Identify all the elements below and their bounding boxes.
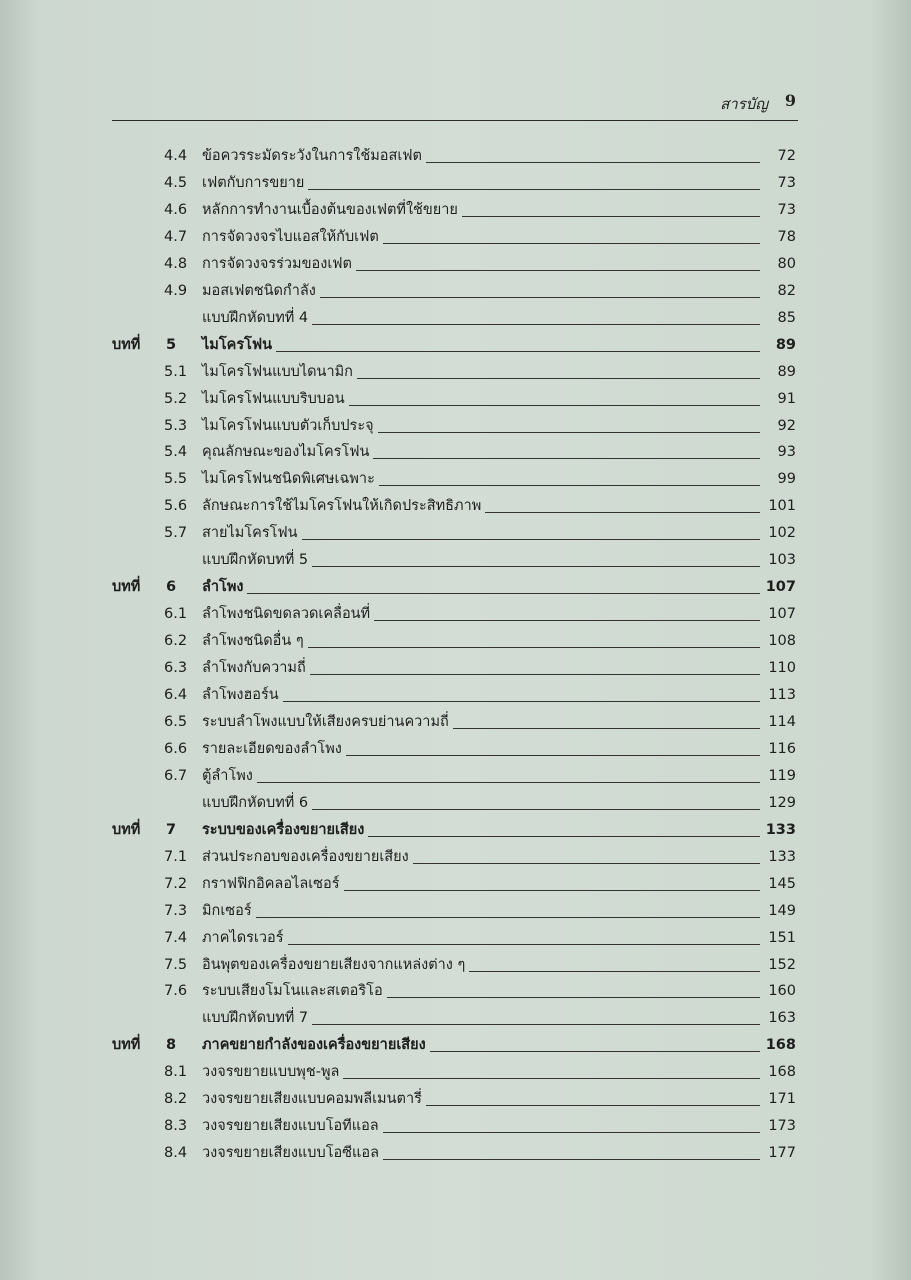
leader-line [312, 1024, 760, 1025]
chapter-number: 7 [166, 821, 177, 838]
toc-section-row [112, 737, 798, 761]
leader-line [283, 701, 760, 702]
chapter-number: 6 [166, 579, 177, 596]
section-number: 5.7 [164, 525, 188, 542]
section-number: 5.2 [164, 390, 188, 407]
toc-section-row [112, 656, 798, 680]
toc-section-row [112, 845, 798, 869]
toc-chapter-row [112, 575, 798, 599]
toc-section-row [112, 494, 798, 518]
section-title: แบบฝึกหัดบทที่ 7 [202, 1010, 309, 1027]
leader-line [276, 351, 760, 352]
section-title: ลำโพงชนิดอื่น ๆ [202, 633, 304, 650]
chapter-title: ระบบของเครื่องขยายเสียง [202, 821, 365, 838]
section-number: 4.5 [164, 174, 188, 191]
section-title: ระบบลำโพงแบบให้เสียงครบย่านความถี่ [202, 713, 449, 730]
section-number: 5.1 [164, 363, 188, 380]
section-title: มิกเซอร์ [202, 902, 252, 919]
section-title: วงจรขยายเสียงแบบโอทีแอล [202, 1118, 379, 1135]
leader-line [426, 162, 760, 163]
page-number: 113 [768, 687, 796, 703]
toc-section-row [112, 414, 798, 438]
leader-line [349, 405, 760, 406]
page-number: 133 [768, 848, 796, 865]
header-title: สารบัญ [720, 95, 768, 113]
page-number: 119 [768, 767, 796, 784]
toc-section-row [112, 710, 798, 734]
page-number: 85 [777, 309, 796, 326]
toc-exercise-row [112, 306, 798, 330]
section-title: วงจรขยายแบบพุช-พูล [202, 1064, 340, 1081]
leader-line [387, 997, 760, 998]
leader-line [257, 782, 760, 783]
page-number: 73 [777, 174, 796, 191]
section-title: ไมโครโฟนชนิดพิเศษเฉพาะ [202, 471, 375, 488]
header-page-number: 9 [784, 91, 796, 110]
page-number: 102 [768, 525, 796, 542]
section-title: มอสเฟตชนิดกำลัง [202, 282, 316, 299]
chapter-word: บทที่ [112, 1037, 141, 1054]
leader-line [312, 324, 760, 325]
toc-section-row [112, 602, 798, 626]
section-number: 6.6 [164, 740, 188, 757]
leader-line [288, 944, 760, 945]
section-title: กราฟฟิกอิคลอไลเซอร์ [202, 875, 340, 892]
toc-chapter-row [112, 333, 798, 357]
section-title: รายละเอียดของลำโพง [202, 740, 342, 757]
section-number: 4.9 [164, 282, 188, 299]
page-number: 173 [768, 1118, 796, 1135]
section-number: 7.3 [164, 902, 188, 919]
section-number: 5.3 [164, 417, 188, 434]
chapter-title: ไมโครโฟน [202, 336, 273, 353]
leader-line [312, 566, 760, 567]
toc-section-row [112, 1114, 798, 1138]
toc-section-row [112, 171, 798, 195]
toc-section-row [112, 521, 798, 545]
toc-section-row [112, 979, 798, 1003]
page-number: 92 [777, 417, 796, 434]
section-number: 8.3 [164, 1118, 188, 1135]
section-number: 6.3 [164, 660, 188, 677]
section-number: 5.4 [164, 444, 188, 461]
toc-section-row [112, 953, 798, 977]
toc-section-row [112, 198, 798, 222]
page-number: 149 [768, 902, 796, 919]
leader-line [343, 1078, 760, 1079]
leader-line [312, 809, 760, 810]
page-number: 73 [777, 201, 796, 218]
leader-line [346, 755, 760, 756]
section-title: สายไมโครโฟน [202, 525, 298, 542]
section-number: 5.5 [164, 471, 188, 488]
page-number: 99 [777, 471, 796, 488]
toc-section-row [112, 360, 798, 384]
section-number: 7.4 [164, 929, 188, 946]
toc-section-row [112, 872, 798, 896]
toc-section-row [112, 1141, 798, 1165]
section-number: 6.1 [164, 606, 188, 623]
leader-line [378, 432, 760, 433]
section-number: 8.2 [164, 1091, 188, 1108]
page-number: 72 [777, 148, 796, 164]
section-title: เฟตกับการขยาย [202, 174, 305, 191]
leader-line [356, 270, 760, 271]
section-title: ไมโครโฟนแบบริบบอน [202, 390, 345, 407]
section-number: 7.5 [164, 956, 188, 973]
page-header [112, 92, 798, 121]
leader-line [308, 189, 760, 190]
leader-line [383, 243, 760, 244]
section-title: ไมโครโฟนแบบไดนามิก [202, 363, 353, 380]
page-number: 80 [777, 255, 796, 272]
page-number: 151 [768, 929, 796, 946]
leader-line [357, 378, 760, 379]
page-number: 114 [768, 713, 796, 730]
section-title: คุณลักษณะของไมโครโฟน [202, 444, 370, 461]
section-title: อินพุตของเครื่องขยายเสียงจากแหล่งต่าง ๆ [202, 956, 466, 973]
section-number: 4.7 [164, 228, 188, 245]
leader-line [379, 485, 760, 486]
chapter-title: ลำโพง [202, 579, 244, 596]
leader-line [462, 216, 760, 217]
page-number: 108 [768, 633, 796, 650]
toc-section-row [112, 467, 798, 491]
page-number: 168 [765, 1037, 796, 1054]
section-title: แบบฝึกหัดบทที่ 6 [202, 794, 309, 811]
leader-line [344, 890, 760, 891]
page-number: 163 [768, 1010, 796, 1027]
section-title: แบบฝึกหัดบทที่ 4 [202, 309, 309, 326]
section-title: การจัดวงจรร่วมของเฟต [202, 255, 352, 272]
section-title: ส่วนประกอบของเครื่องขยายเสียง [202, 848, 409, 865]
section-title: ลำโพงฮอร์น [202, 687, 279, 703]
section-title: วงจรขยายเสียงแบบโอซีแอล [202, 1145, 379, 1162]
section-number: 5.6 [164, 498, 188, 515]
leader-line [469, 971, 760, 972]
section-title: ลักษณะการใช้ไมโครโฟนให้เกิดประสิทธิภาพ [202, 498, 482, 515]
leader-line [302, 539, 760, 540]
toc-section-row [112, 764, 798, 788]
toc-section-row [112, 440, 798, 464]
toc-section-row [112, 683, 798, 707]
page-number: 177 [768, 1145, 796, 1162]
leader-line [413, 863, 760, 864]
leader-line [368, 836, 760, 837]
page-number: 160 [768, 983, 796, 1000]
page-number: 82 [777, 282, 796, 299]
leader-line [256, 917, 760, 918]
page-number: 145 [768, 875, 796, 892]
chapter-number: 8 [166, 1037, 177, 1054]
page-number: 107 [765, 579, 796, 596]
leader-line [426, 1105, 760, 1106]
section-number: 8.1 [164, 1064, 188, 1081]
chapter-word: บทที่ [112, 336, 141, 353]
toc-section-row [112, 279, 798, 303]
leader-line [308, 647, 760, 648]
page-number: 110 [768, 660, 796, 677]
leader-line [247, 593, 760, 594]
leader-line [383, 1132, 760, 1133]
leader-line [320, 297, 760, 298]
toc-exercise-row [112, 791, 798, 815]
toc-exercise-row [112, 548, 798, 572]
section-title: ข้อควรระมัดระวังในการใช้มอสเฟต [202, 148, 422, 164]
toc-section-row [112, 144, 798, 168]
page-number: 129 [768, 794, 796, 811]
section-title: วงจรขยายเสียงแบบคอมพลีเมนตารี่ [202, 1091, 422, 1108]
section-number: 4.6 [164, 201, 188, 218]
chapter-title: ภาคขยายกำลังของเครื่องขยายเสียง [202, 1037, 426, 1054]
section-title: การจัดวงจรไบแอสให้กับเฟต [202, 228, 379, 245]
section-number: 7.6 [164, 983, 188, 1000]
section-number: 6.4 [164, 687, 188, 703]
section-title: ตู้ลำโพง [202, 767, 253, 784]
toc-section-row [112, 225, 798, 249]
section-number: 6.5 [164, 713, 188, 730]
page-number: 107 [768, 606, 796, 623]
page-number: 91 [777, 390, 796, 407]
toc-section-row [112, 926, 798, 950]
page-number: 103 [768, 552, 796, 569]
chapter-word: บทที่ [112, 579, 141, 596]
page-number: 133 [765, 821, 796, 838]
page-number: 168 [768, 1064, 796, 1081]
page-number: 93 [777, 444, 796, 461]
leader-line [373, 458, 760, 459]
toc-chapter-row [112, 818, 798, 842]
toc-exercise-row [112, 1006, 798, 1030]
page-number: 78 [777, 228, 796, 245]
toc-section-row [112, 899, 798, 923]
section-title: ลำโพงกับความถี่ [202, 660, 306, 677]
section-number: 7.1 [164, 848, 188, 865]
leader-line [453, 728, 760, 729]
page-number: 89 [777, 363, 796, 380]
toc-section-row [112, 387, 798, 411]
page-number: 89 [775, 336, 796, 353]
toc-section-row [112, 252, 798, 276]
leader-line [374, 620, 760, 621]
section-title: หลักการทำงานเบื้องต้นของเฟตที่ใช้ขยาย [202, 201, 458, 218]
section-number: 4.8 [164, 255, 188, 272]
leader-line [310, 674, 760, 675]
page-number: 101 [768, 498, 796, 515]
section-number: 6.7 [164, 767, 188, 784]
chapter-number: 5 [166, 336, 177, 353]
section-title: ระบบเสียงโมโนและสเตอริโอ [202, 983, 383, 1000]
section-number: 7.2 [164, 875, 188, 892]
toc-section-row [112, 1087, 798, 1111]
toc-section-row [112, 629, 798, 653]
section-title: ไมโครโฟนแบบตัวเก็บประจุ [202, 417, 374, 434]
leader-line [430, 1051, 760, 1052]
page-number: 116 [768, 740, 796, 757]
chapter-word: บทที่ [112, 821, 141, 838]
section-title: ภาคไดรเวอร์ [202, 929, 284, 946]
toc-chapter-row [112, 1033, 798, 1057]
toc-section-row [112, 1060, 798, 1084]
leader-line [485, 512, 760, 513]
section-number: 8.4 [164, 1145, 188, 1162]
leader-line [383, 1159, 760, 1160]
section-title: แบบฝึกหัดบทที่ 5 [202, 552, 309, 569]
section-number: 6.2 [164, 633, 188, 650]
section-number: 4.4 [164, 148, 188, 164]
section-title: ลำโพงชนิดขดลวดเคลื่อนที่ [202, 606, 371, 623]
page-number: 171 [768, 1091, 796, 1108]
page-number: 152 [768, 956, 796, 973]
